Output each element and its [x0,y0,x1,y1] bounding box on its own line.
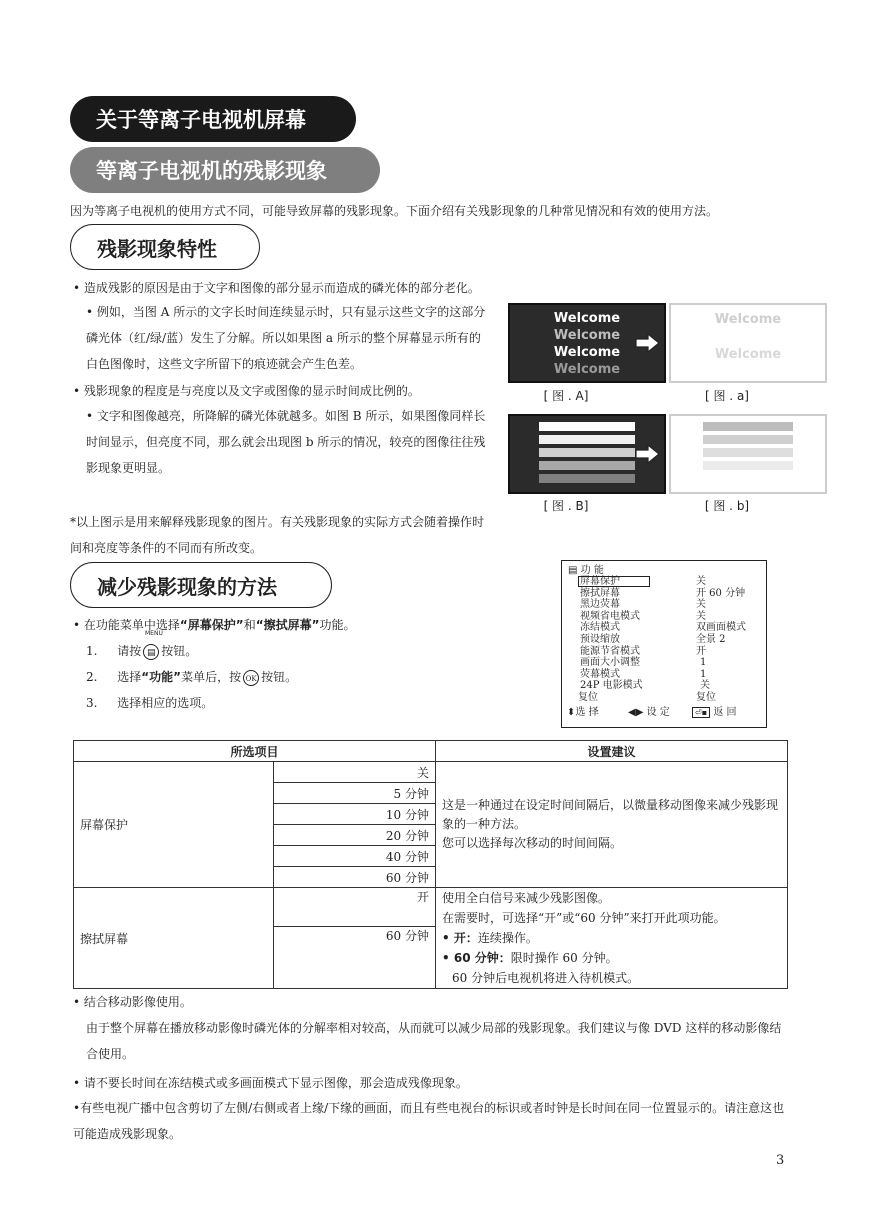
menu-item: 屏幕保护 [580,576,620,587]
menu-item: 擦拭屏幕 [580,587,620,599]
brightness-bar [539,422,635,431]
menu-button-icon: ▤ [143,644,159,660]
option-cell: 40 分钟 [274,846,436,867]
menu-footer-text: 返 回 [713,707,737,718]
arrow-right-icon [635,444,661,464]
menu-item: 冻结模式 [580,622,620,634]
menu-item: 荧幕模式 [580,668,620,680]
text-fragment: 请按 [117,644,142,658]
menu-title-text: 功 能 [580,565,604,576]
residue-bar [703,422,793,431]
menu-item-value: 开 60 分钟 [696,587,746,599]
ok-button-icon: OK [243,670,259,686]
text-fragment: 按钮。 [161,644,198,658]
brightness-bar [539,474,635,483]
step-3 [86,695,213,711]
welcome-text: Welcome [714,347,782,362]
brightness-bar [539,461,635,470]
welcome-text: Welcome [553,362,621,377]
row-name-screen-saver: 屏幕保护 [74,762,274,888]
settings-table [73,740,788,989]
table-header-row [74,741,788,762]
moving-images-detail: 由于整个屏幕在播放移动影像时磷光体的分解率相对较高，从而就可以减少局部的残影现象。我们建议与像 DVD 这样的移动影像结合使用。 [86,1021,782,1061]
caption-figure-A: [ 图 . A] [543,389,589,403]
menu-item-value: 关 [700,680,710,692]
text-fragment: 功能。 [319,618,356,632]
residue-bar [703,435,793,444]
advice-term: • 开： [442,931,478,945]
residue-bar [703,461,793,470]
option-cell: 10 分钟 [274,804,436,825]
advice-screen-saver [436,762,788,888]
menu-item-value: 1 [700,657,707,669]
intro-text: 因为等离子电视机的使用方式不同，可能导致屏幕的残影现象。下面介绍有关残影现象的几种常见情况和有效的使用方法。 [70,204,719,218]
advice-text: 您可以选择每次移动的时间间隔。 [442,836,623,850]
advice-text [442,928,781,948]
step-number: 2. [86,670,98,684]
header-selected-item: 所选项目 [74,741,436,762]
advice-text: 使用全白信号来减少残影图像。 [442,891,611,905]
brightness-bar [539,435,635,444]
welcome-text: Welcome [553,311,621,326]
menu-item: 24P 电影模式 [580,680,643,692]
text-fragment: 和 [243,618,256,632]
welcome-text: Welcome [553,328,621,343]
text-fragment: 选择相应的选项。 [117,696,214,710]
menu-footer-return [692,707,737,719]
text-fragment: 菜单后，按 [181,670,242,684]
advice-text: 60 分钟后电视机将进入待机模式。 [452,971,640,985]
bullet-moving-images: • 结合移动影像使用。 [73,995,192,1009]
step-number: 1. [86,644,98,658]
option-cell: 5 分钟 [274,783,436,804]
option-cell: 关 [274,762,436,783]
option-cell: 开 [274,888,436,927]
menu-item: 画面大小调整 [580,657,640,669]
bullet-degree: • 残影现象的程度是与亮度以及文字或图像的显示时间成比例的。 [73,384,420,398]
main-heading-banner: 关于等离子电视机屏幕 [70,96,356,142]
up-down-arrow-icon: ⬍ [567,707,576,718]
menu-footer-select [567,707,599,719]
sub-heading-banner: 等离子电视机的残影现象 [70,147,380,193]
arrow-right-icon [635,333,661,353]
advice-text [442,948,781,968]
section-title-reduce: 减少残影现象的方法 [70,562,332,608]
page-number: 3 [776,1153,785,1168]
menu-button-label: MENU [145,630,163,637]
figure-note: *以上图示是用来解释残影现象的图片。有关残影现象的实际方式会随着操作时间和亮度等条件的不同而有所改变。 [70,515,485,555]
return-icon: ⏎▪ [692,707,710,718]
advice-fragment: 限时操作 60 分钟。 [510,951,618,965]
menu-item-value: 1 [700,668,707,680]
step-2 [86,669,297,686]
option-cell: 60 分钟 [274,927,436,989]
figure-b [669,414,827,494]
menu-item-value: 关 [696,610,706,622]
menu-item-value: 关 [696,576,706,587]
menu-title [568,565,604,577]
bullet-cause: • 造成残影的原因是由于文字和图像的部分显示而造成的磷光体的部分老化。 [73,281,480,295]
option-cell: 20 分钟 [274,825,436,846]
advice-text: 在需要时，可选择“开”或“60 分钟”来打开此项功能。 [442,911,726,925]
menu-item-value: 开 [696,645,706,657]
bullet-broadcast-logos: •有些电视广播中包含剪切了左侧/右侧或者上缘/下缘的画面，而且有些电视台的标识或者时钟是长时间在同一位置显示的。请注意这也可能造成残影现象。 [73,1101,785,1141]
advice-text: 这是一种通过在设定时间间隔后，以微量移动图像来减少残影现象的一种方法。 [442,798,779,831]
brightness-bar [539,448,635,457]
screen-saver-term: “屏幕保护” [179,618,244,632]
advice-wipe-screen [436,888,788,989]
step-1 [86,643,197,660]
left-right-arrow-icon: ◀▶ [628,707,644,718]
menu-item-value: 关 [696,599,706,611]
table-row [74,888,788,927]
option-cell: 60 分钟 [274,867,436,888]
menu-item: 视频省电模式 [580,610,640,622]
step-number: 3. [86,696,98,710]
figure-a [669,303,827,383]
menu-item: 黑边荧幕 [580,599,620,611]
caption-figure-b: [ 图 . b] [704,499,750,513]
row-name-wipe-screen: 擦拭屏幕 [74,888,274,989]
menu-item-value: 双画面模式 [696,622,746,634]
text-fragment: • 在功能菜单中选择 [73,618,180,632]
bullet-freeze-mode: • 请不要长时间在冻结模式或多画面模式下显示图像，那会造成残像现象。 [73,1076,468,1090]
section-title-characteristics: 残影现象特性 [70,224,260,270]
welcome-text: Welcome [553,345,621,360]
menu-footer-text: 设 定 [646,707,670,718]
residue-bar [703,448,793,457]
menu-item: 复位 [578,692,598,703]
menu-item: 预设缩放 [580,634,620,645]
function-menu-term: “功能” [141,670,182,684]
table-row [74,762,788,783]
advice-term: • 60 分钟： [442,951,511,965]
wipe-screen-term: “擦拭屏幕” [255,618,320,632]
brightness-paragraph: • 文字和图像越亮，所降解的磷光体就越多。如图 B 所示，如果图像同样长时间显示，但亮度不同，那么就会出现图 b 所示的情况，较亮的图像往往残影现象更明显。 [86,409,486,475]
caption-figure-B: [ 图 . B] [543,499,589,513]
menu-item-value: 全景 2 [696,634,726,645]
text-fragment: 选择 [117,670,142,684]
menu-footer-set [628,707,670,719]
menu-item: 能源节省模式 [580,645,640,657]
example-paragraph: • 例如，当图 A 所示的文字长时间连续显示时，只有显示这些文字的这部分磷光体（红/绿/蓝）发生了分解。所以如果图 a 所示的整个屏幕显示所有的白色图像时，这些文字所留下的痕迹就会产生色差。 [86,305,486,371]
menu-footer-text: 选 择 [575,707,599,718]
menu-item-value: 复位 [696,692,716,703]
menu-list-icon: ▤ [568,565,578,576]
advice-fragment: 连续操作。 [477,931,538,945]
welcome-text: Welcome [714,312,782,327]
text-fragment: 按钮。 [261,670,298,684]
bullet-select-functions [73,617,356,633]
caption-figure-a: [ 图 . a] [705,389,749,403]
function-menu-screen [561,560,767,728]
header-advice: 设置建议 [436,741,788,762]
